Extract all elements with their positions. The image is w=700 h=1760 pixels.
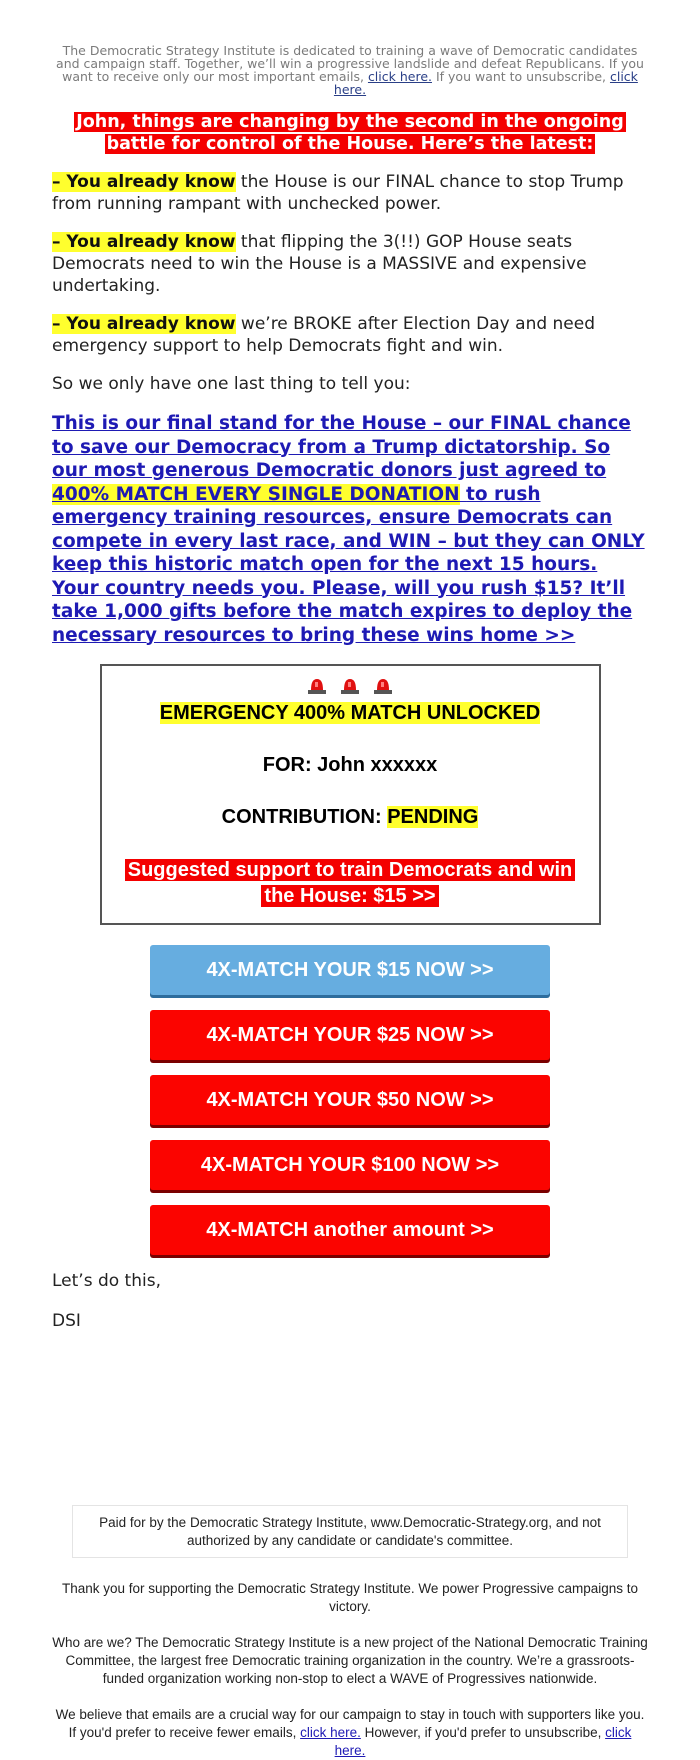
footer-who: Who are we? The Democratic Strategy Institute is a new project of the National Democratic Training Committee, the largest free Democratic training organization in the country. We’re a grassroots-funded organization working non-stop to elect a WAVE of Progressives nationwide. [52,1635,648,1686]
preheader-text-2: If you want to unsubscribe, [435,69,606,84]
bullet-text: that flipping the 3(!!) GOP House seats Democrats need to win the House is a MASSIVE and expensive undertaking. [52,232,587,296]
donate-other-amount-button[interactable]: 4X-MATCH another amount >> [150,1205,550,1255]
signoff-line: Let’s do this, [52,1271,161,1291]
footer-unsubscribe-link[interactable]: click here. [334,1725,632,1758]
bullet-paragraph [52,171,648,215]
suggested-support-link[interactable] [120,857,580,909]
contribution-label: CONTRIBUTION: [221,806,382,828]
bullet-paragraph [52,313,648,357]
donate-story-text-2: to rush emergency training resources, ensure Democrats can compete in every last race, and WIN – but they can ONLY keep this historic match open for the next 15 hours. Your country needs you. Please, will you rush $15? It’ll take 1,000 gifts before the match expires to deploy the necessary resources to bring these wins home >> [52,483,645,646]
siren-icon [307,676,327,694]
donate-50-button[interactable]: 4X-MATCH YOUR $50 NOW >> [150,1075,550,1125]
signoff-signature: DSI [52,1311,81,1331]
bullet-text: we’re BROKE after Election Day and need emergency support to help Democrats fight and win. [52,314,596,356]
fewer-emails-link[interactable]: click here. [367,69,432,84]
footer [52,1580,648,1760]
donate-story-highlight: 400% MATCH EVERY SINGLE DONATION [52,483,460,505]
donate-buttons [52,945,648,1255]
paid-for-disclaimer: Paid for by the Democratic Strategy Institute, www.Democratic-Strategy.org, and not authorized by any candidate or candidate's committee. [72,1505,628,1558]
preheader-text: The Democratic Strategy Institute is dedicated to training a wave of Democratic candidates and campaign staff. Together, we’ll win a progressive landslide and defeat Republicans. If you want to receive only our most important emails, [56,43,644,84]
bullet-lead: – You already know [52,314,236,334]
footer-thanks: Thank you for supporting the Democratic Strategy Institute. We power Progressive campaigns to victory. [61,1581,639,1614]
signoff [52,1270,648,1332]
match-title [102,701,599,725]
bullet-text: the House is our FINAL chance to stop Trump from running rampant with unchecked power. [52,172,624,214]
footer-emails-text-2: However, if you'd prefer to unsubscribe, [364,1725,602,1740]
suggested-support-text: Suggested support to train Democrats and win the House: $15 >> [125,859,576,907]
donate-15-button[interactable]: 4X-MATCH YOUR $15 NOW >> [150,945,550,995]
headline [52,111,648,155]
preheader [56,44,644,96]
recipient-line: FOR: John xxxxxx [262,754,438,776]
siren-icon [373,676,393,694]
headline-text: John, things are changing by the second in the ongoing battle for control of the House. Here’s the latest: [76,112,624,154]
siren-icon [340,676,360,694]
intro-last-line: So we only have one last thing to tell you: [52,374,411,394]
donate-100-button[interactable]: 4X-MATCH YOUR $100 NOW >> [150,1140,550,1190]
footer-emails [52,1706,648,1760]
siren-icons [102,676,599,699]
footer-fewer-emails-link[interactable]: click here. [300,1725,361,1740]
email-body [52,0,648,1760]
contribution-line [102,805,599,829]
donate-story-text: This is our final stand for the House – our FINAL chance to save our Democracy from a Trump dictatorship. So our most generous Democratic donors just agreed to [52,413,631,481]
footer-emails-text: We believe that emails are a crucial way for our campaign to stay in touch with supporters like you. If you'd prefer to receive fewer emails, [55,1707,645,1740]
match-title-text: EMERGENCY 400% MATCH UNLOCKED [159,702,541,724]
unsubscribe-link[interactable]: click here. [333,69,638,97]
match-box [100,664,601,925]
contribution-status: PENDING [387,806,479,828]
donate-story-link[interactable] [52,412,648,647]
bullet-paragraph [52,231,648,297]
bullet-lead: – You already know [52,232,236,252]
donate-25-button[interactable]: 4X-MATCH YOUR $25 NOW >> [150,1010,550,1060]
bullet-lead: – You already know [52,172,236,192]
